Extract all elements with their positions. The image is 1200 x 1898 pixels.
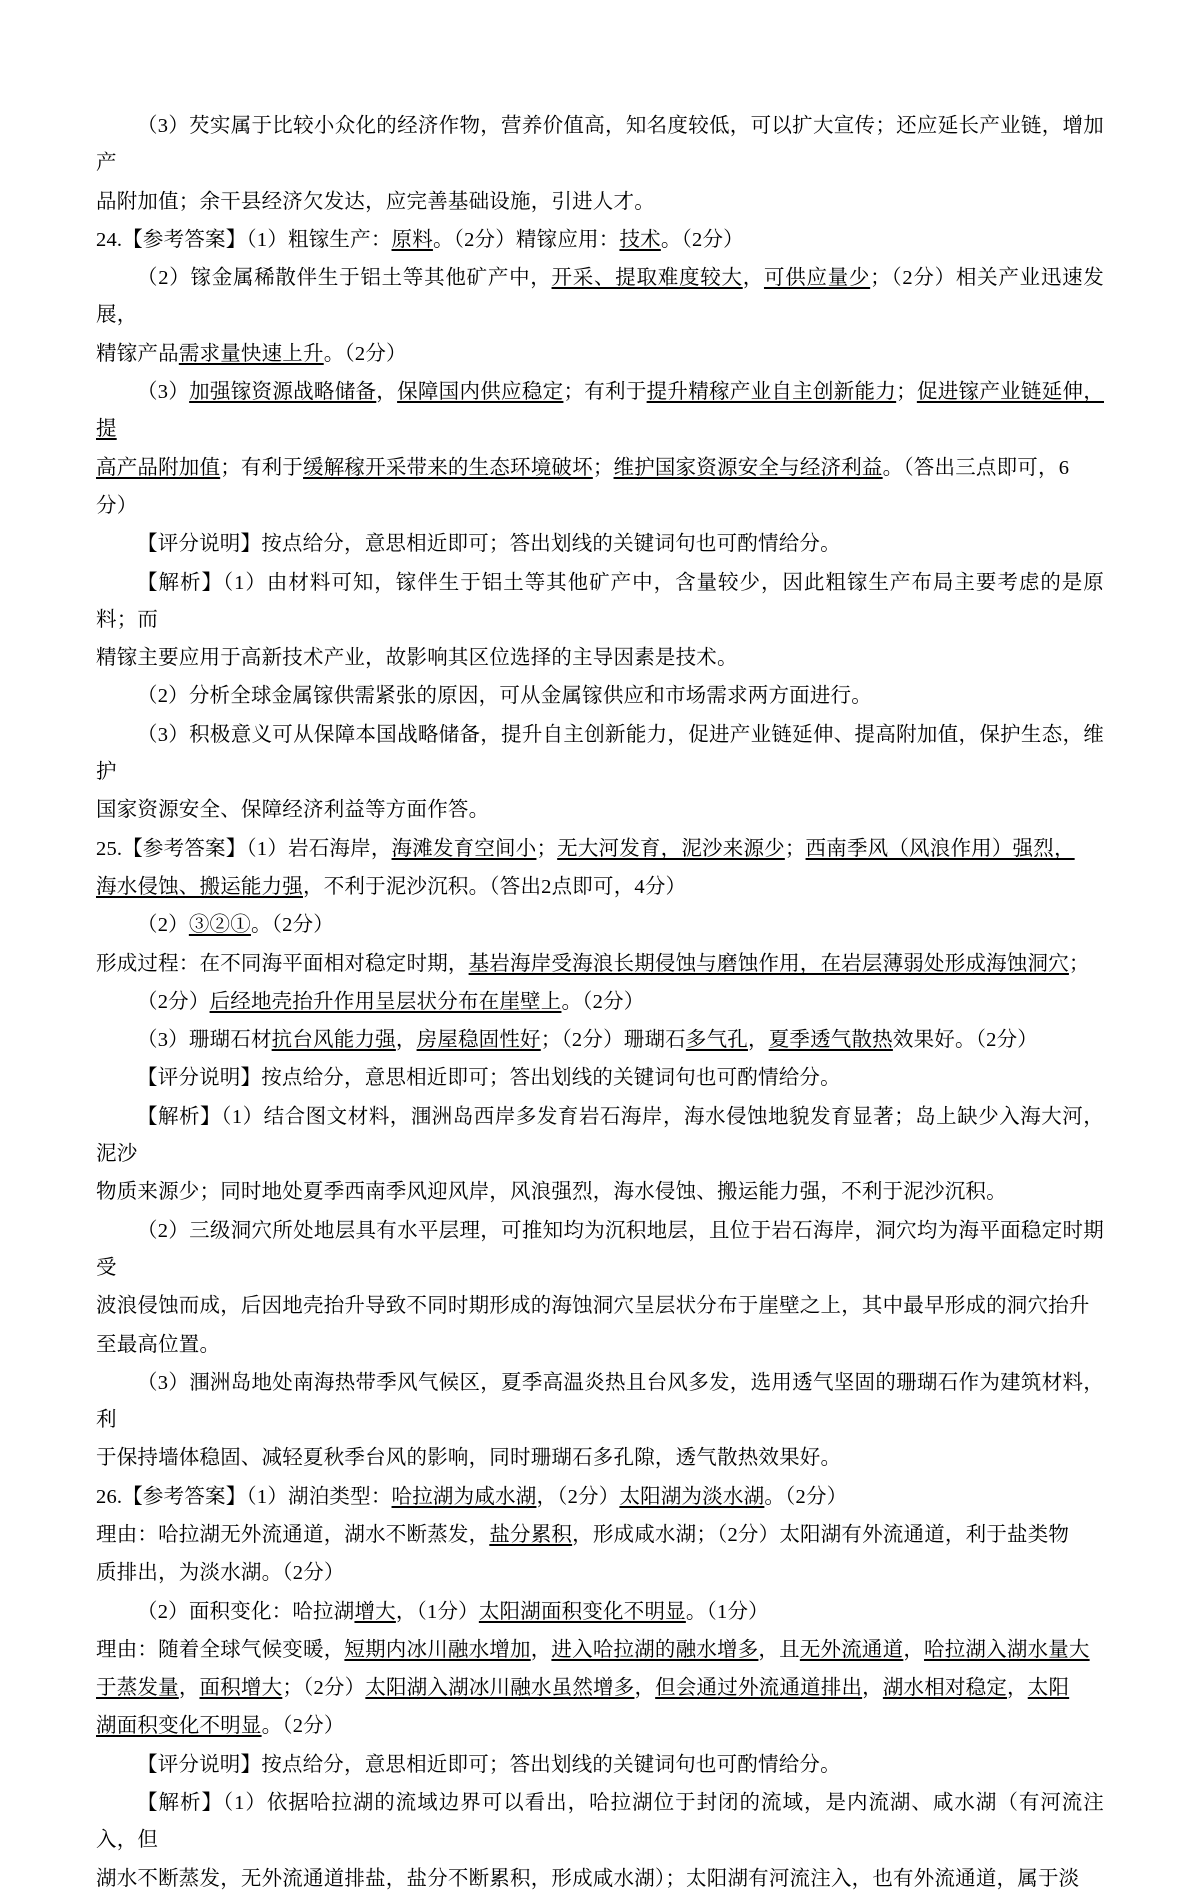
underlined-keyword: 缓解稼开采带来的生态环境破坏 [303,456,593,479]
text-run: 湖水不断蒸发，无外流通道排盐，盐分不断累积，形成咸水湖）；太阳湖有河流注入，也有外流通道，属于淡 [96,1867,1080,1890]
text-run: ；（2分） [282,1677,366,1700]
text-run: 国家资源安全、保障经济利益等方面作答。 [96,799,490,822]
text-run: ；有利于 [563,381,647,404]
paragraph-p-26-answer-2 [96,1594,1104,1631]
document-body [96,108,1104,1898]
underlined-keyword: 于蒸发量 [96,1677,179,1700]
paragraph-p-25-answer-3 [96,1022,1104,1059]
underlined-keyword: 抗台风能力强 [271,1029,396,1052]
underlined-keyword: 面积增大 [199,1677,283,1700]
underlined-keyword: 太阳湖面积变化不明显 [478,1600,686,1623]
text-run: ， [742,267,764,290]
paragraph-p-26-answer-2d [96,1708,1104,1745]
text-run: 【解析】（1）结合图文材料，涠洲岛西岸多发育岩石海岸，海水侵蚀地貌发育显著；岛上缺少入海大河，泥沙 [96,1105,1104,1166]
underlined-keyword: 可供应量少 [763,267,871,290]
paragraph-p-24-answer-2 [96,260,1104,335]
paragraph-p-24-answer-2b [96,336,1104,373]
text-run: 精镓产品 [96,342,179,365]
underlined-keyword: 后经地壳抬升作用呈层状分布在崖壁上 [209,990,562,1013]
text-run: 【解析】（1）依据哈拉湖的流域边界可以看出，哈拉湖位于封闭的流域，是内流湖、咸水湖（有河流注入，但 [96,1792,1104,1852]
underlined-keyword: 盐分累积 [489,1523,573,1546]
text-run: 。（2分） [660,228,744,251]
text-run: （2）分析全球金属镓供需紧张的原因，可从金属镓供应和市场需求两方面进行。 [137,685,872,708]
underlined-keyword: 技术 [619,228,661,251]
text-run: 【评分说明】按点给分，意思相近即可；答出划线的关键词句也可酌情给分。 [137,1753,841,1776]
underlined-keyword: 海滩发育空间小 [391,837,537,860]
text-run: ， [862,1677,883,1700]
text-run: ；（2分）相关产业迅速发展， [96,267,1105,327]
underlined-keyword: 需求量快速上升 [178,342,324,365]
underlined-keyword: 湖面积变化不明显 [96,1715,262,1738]
paragraph-p-24-answer-3 [96,374,1104,449]
paragraph-p-26-answer-1b [96,1517,1104,1554]
underlined-keyword: 无大河发育，泥沙来源少 [557,837,785,860]
underlined-keyword: 太阳湖为淡水湖 [619,1485,765,1508]
text-run: 。（答出三点即可，6 [882,456,1070,479]
text-run: （3）积极意义可从保障本国战略储备，提升自主创新能力，促进产业链延伸、提高附加值，保护生态，维护 [96,723,1104,784]
underlined-keyword: 海水侵蚀、搬运能力强 [96,875,303,898]
text-run: ； [784,837,806,860]
paragraph-p-25-scoring [96,1060,1104,1097]
text-run: ， [376,381,398,404]
text-run: ；（2分）珊瑚石 [540,1029,686,1052]
underlined-keyword: 保障国内供应稳定 [397,381,564,404]
text-run: ， [1007,1677,1028,1700]
paragraph-p-24-answer-3c [96,488,1104,525]
text-run: 于保持墙体稳固、减轻夏秋季台风的影响，同时珊瑚石多孔隙，透气散热效果好。 [96,1447,842,1470]
text-run: 波浪侵蚀而成，后因地壳抬升导致不同时期形成的海蚀洞穴呈层状分布于崖壁之上，其中最早形成的洞穴抬升 [96,1295,1090,1318]
text-run: 。（2分）精镓应用： [432,228,620,251]
underlined-keyword: 高产品附加值 [96,456,221,479]
text-run: 。（2分） [250,914,334,937]
paragraph-p-25-answer-2b [96,946,1104,983]
paragraph-p-25-analysis-2c [96,1327,1104,1364]
paragraph-p-26-analysis-1b [96,1861,1104,1898]
text-run: 【评分说明】按点给分，意思相近即可；答出划线的关键词句也可酌情给分。 [137,1067,841,1090]
paragraph-p-25-analysis-3 [96,1365,1104,1440]
paragraph-p-24-analysis-2 [96,678,1104,715]
text-run: ， [747,1029,769,1052]
paragraph-p-24-analysis-3b [96,792,1104,829]
underlined-keyword: 湖水相对稳定 [882,1677,1008,1700]
underlined-keyword: 太阳湖入湖冰川融水虽然增多 [365,1677,635,1700]
text-run: （2分） [137,990,210,1013]
text-run: ， [903,1638,925,1661]
underlined-keyword: 但会通过外流通道排出 [655,1677,863,1700]
underlined-keyword: 短期内冰川融水增加 [344,1638,531,1661]
text-run: 形成过程：在不同海平面相对稳定时期， [96,952,469,975]
text-run: ， [530,1638,552,1661]
paragraph-p-25-answer-1 [96,831,1104,868]
paragraph-p-26-scoring [96,1747,1104,1784]
paragraph-p-24-answer-1 [96,222,1104,259]
paragraph-p-25-answer-2c [96,984,1104,1021]
text-run: ，且 [758,1638,800,1661]
text-run: ；有利于 [220,456,304,479]
text-run: 【解析】（1）由材料可知，镓伴生于铝土等其他矿产中，含量较少，因此粗镓生产布局主要考虑的是原料；而 [96,571,1104,631]
underlined-keyword: 维护国家资源安全与经济利益 [613,456,883,479]
paragraph-p-25-analysis-2 [96,1213,1104,1288]
underlined-keyword: 促进镓产业链延伸，提 [96,381,1104,441]
underlined-keyword: 原料 [391,228,433,251]
text-run: ； [896,381,917,404]
text-run: 品附加值；余干县经济欠发达，应完善基础设施，引进人才。 [96,190,655,213]
text-run: （2）面积变化：哈拉湖 [137,1600,355,1623]
paragraph-p-26-answer-2b [96,1632,1104,1669]
paragraph-p-24-analysis-1 [96,565,1104,640]
paragraph-p-25-analysis-1b [96,1174,1104,1211]
text-run: ，形成咸水湖；（2分）太阳湖有外流通道，利于盐类物 [572,1523,1070,1546]
paragraph-p-26-answer-2c [96,1670,1104,1707]
text-run: 【评分说明】按点给分，意思相近即可；答出划线的关键词句也可酌情给分。 [137,533,841,556]
text-run: ； [1068,952,1090,975]
text-run: 质排出，为淡水湖。（2分） [96,1562,345,1585]
text-run: 。（2分） [561,990,645,1013]
underlined-keyword: 进入哈拉湖的融水增多 [551,1638,759,1661]
underlined-keyword: 提升精稼产业自主创新能力 [646,381,897,404]
underlined-keyword: 房屋稳固性好 [416,1029,541,1052]
text-run: 26.【参考答案】（1）湖泊类型： [96,1485,392,1508]
text-run: （3） [137,381,190,404]
text-run: 。（2分） [764,1485,848,1508]
text-run: 。（2分） [323,342,407,365]
underlined-keyword: 太阳 [1027,1677,1070,1700]
underlined-keyword: 基岩海岸受海浪长期侵蚀与磨蚀作用，在岩层薄弱处形成海蚀洞穴 [468,952,1069,975]
text-run: ； [536,837,558,860]
text-run: 精镓主要应用于高新技术产业，故影响其区位选择的主导因素是技术。 [96,647,738,670]
underlined-keyword: ③②① [188,914,251,937]
text-run: ，不利于泥沙沉积。（答出2点即可，4分） [303,875,687,898]
text-run: （2）镓金属稀散伴生于铝土等其他矿产中， [137,267,552,290]
text-run: （2）三级洞穴所处地层具有水平层理，可推知均为沉积地层，且位于岩石海岸，洞穴均为海平面稳定时期受 [96,1219,1104,1279]
text-run: ， [634,1677,656,1700]
text-run: 。（2分） [261,1715,345,1738]
text-run: ； [592,456,614,479]
text-run: ， [178,1677,200,1700]
paragraph-p-25-answer-1b [96,869,1104,906]
text-run: 理由：哈拉湖无外流通道，湖水不断蒸发， [96,1523,490,1546]
text-run: ，（1分） [395,1600,479,1623]
underlined-keyword: 夏季透气散热 [768,1029,893,1052]
text-run: 效果好。（2分） [892,1029,1038,1052]
text-run: ， [395,1029,417,1052]
text-run: ，（2分） [536,1485,620,1508]
text-run: （2） [137,914,189,937]
text-run: 物质来源少；同时地处夏季西南季风迎风岸，风浪强烈，海水侵蚀、搬运能力强，不利于泥沙沉积。 [96,1181,1007,1204]
underlined-keyword: 加强镓资源战略储备 [189,381,377,404]
text-run: 25.【参考答案】（1）岩石海岸， [96,837,392,860]
paragraph-p-25-analysis-3b [96,1440,1104,1477]
underlined-keyword: 哈拉湖为咸水湖 [391,1485,537,1508]
underlined-keyword: 多气孔 [685,1029,748,1052]
paragraph-p-26-answer-1 [96,1479,1104,1516]
underlined-keyword: 哈拉湖入湖水量大 [924,1638,1090,1661]
text-run: （3）涠洲岛地处南海热带季风气候区，夏季高温炎热且台风多发，选用透气坚固的珊瑚石作为建筑材料，利 [96,1371,1104,1432]
paragraph-p-25-analysis-1 [96,1099,1104,1174]
text-run: （3）芡实属于比较小众化的经济作物，营养价值高，知名度较低，可以扩大宣传；还应延长产业链，增加产 [96,115,1104,175]
text-run: 理由：随着全球气候变暖， [96,1638,345,1661]
paragraph-p-23-3 [96,108,1104,183]
paragraph-p-26-answer-1c [96,1555,1104,1592]
underlined-keyword: 西南季风（风浪作用）强烈， [805,837,1075,860]
text-run: （3）珊瑚石材 [137,1029,272,1052]
paragraph-p-26-analysis-1 [96,1785,1104,1860]
paragraph-p-23-3b [96,184,1104,221]
text-run: 至最高位置。 [96,1333,221,1356]
underlined-keyword: 增大 [354,1600,396,1623]
underlined-keyword: 开采、提取难度较大 [551,267,743,290]
text-run: 分） [96,494,138,517]
text-run: 。（1分） [685,1600,769,1623]
text-run: 24.【参考答案】（1）粗镓生产： [96,228,392,251]
underlined-keyword: 无外流通道 [799,1638,904,1661]
paragraph-p-24-scoring [96,526,1104,563]
paragraph-p-25-analysis-2b [96,1288,1104,1325]
paragraph-p-24-analysis-3 [96,717,1104,792]
paragraph-p-24-answer-3b [96,450,1104,487]
paragraph-p-25-answer-2 [96,907,1104,944]
paragraph-p-24-analysis-1b [96,640,1104,677]
